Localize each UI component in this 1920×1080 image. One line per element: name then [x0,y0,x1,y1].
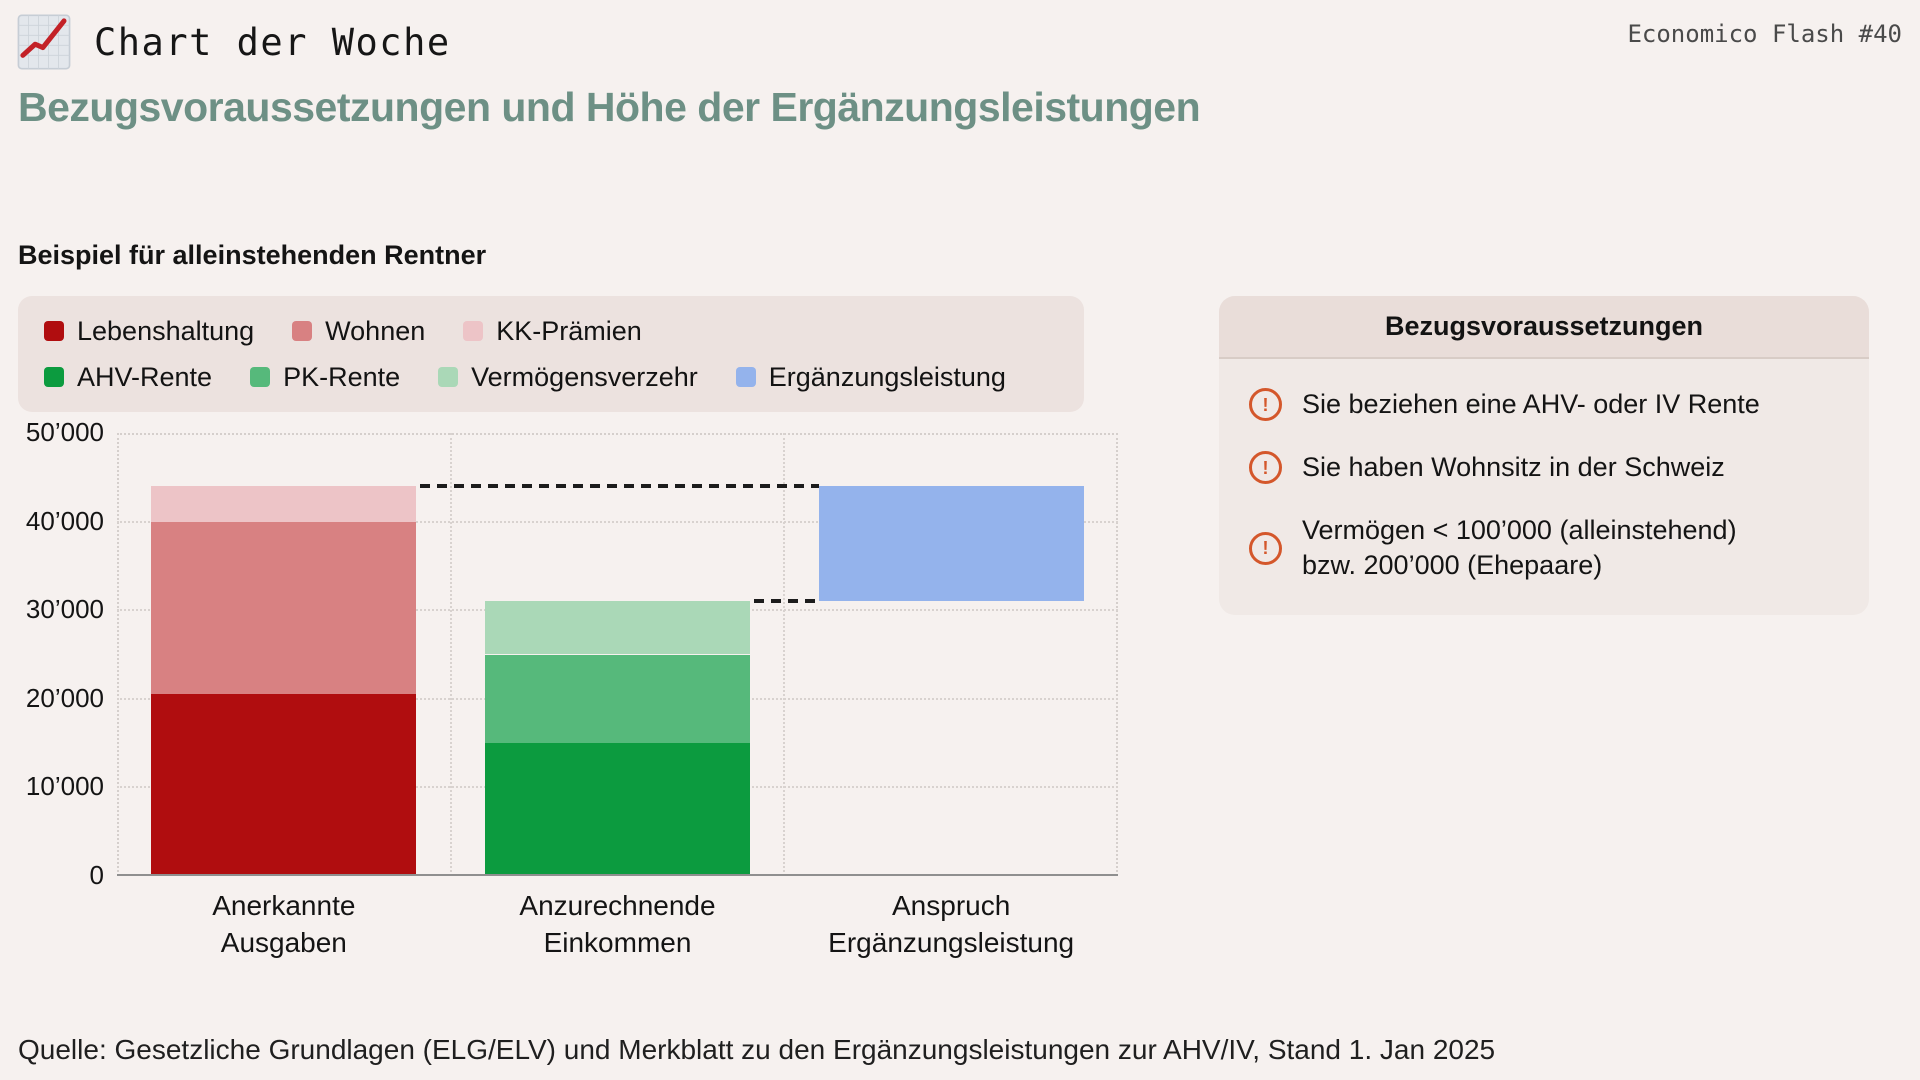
x-axis-label [428,888,808,962]
y-tick-label: 20’000 [25,682,104,713]
panel-item-line: Vermögen < 100’000 (alleinstehend) [1302,515,1737,546]
x-axis-label-line: Anspruch [892,890,1011,921]
legend-item [250,362,400,393]
panel-item [1249,513,1839,583]
bar-segment [485,601,750,654]
gridline [783,433,785,876]
legend-label: Vermögensverzehr [471,361,698,392]
panel-body [1219,359,1869,615]
gridline [117,786,1118,788]
legend-item [438,362,698,393]
panel-item [1249,450,1839,485]
y-tick-label: 40’000 [25,505,104,536]
legend-row [44,311,1058,351]
connector-dashed-line [754,599,819,603]
x-axis-label-line: Ausgaben [220,926,347,958]
issue-label: Economico Flash #40 [1627,20,1902,48]
x-axis-label [94,888,474,962]
x-axis-label-line: Einkommen [543,926,692,958]
alert-circle-icon: ! [1249,451,1282,484]
legend-label: PK-Rente [283,361,401,392]
gridline [117,609,1118,611]
legend-label: Lebenshaltung [77,315,255,346]
bar-segment [819,486,1084,601]
panel-item-text [1302,387,1760,422]
chart-legend [18,296,1084,412]
y-tick-label: 30’000 [25,594,104,625]
legend-swatch [438,367,458,387]
chart-subtitle: Beispiel für alleinstehenden Rentner [18,240,487,270]
panel-title: Bezugsvoraussetzungen [1219,296,1869,359]
alert-circle-icon: ! [1249,388,1282,421]
x-axis-label-line: Anerkannte [212,890,356,921]
panel-item [1249,387,1839,422]
y-tick-label: 10’000 [25,771,104,802]
legend-label: Wohnen [325,315,426,346]
x-axis-label [761,888,1141,962]
legend-row [44,357,1058,397]
gridline [117,521,1118,523]
y-tick-label: 50’000 [25,417,104,447]
conditions-panel [1219,296,1869,615]
panel-item-line: bzw. 200’000 (Ehepaare) [1302,550,1603,581]
bar-segment [151,694,416,876]
connector-dashed-line [420,484,818,488]
bar-segment [151,486,416,521]
bar-segment [485,743,750,876]
brand-title: Chart der Woche [94,20,451,64]
x-axis-line [117,874,1118,876]
panel-item-text [1302,450,1725,485]
plot-area [117,433,1118,876]
legend-swatch [292,321,312,341]
legend-swatch [44,367,64,387]
x-axis-label-line: Anzurechnende [519,890,716,921]
bar-segment [151,522,416,695]
source-note: Quelle: Gesetzliche Grundlagen (ELG/ELV) und Merkblatt zu den Ergänzungsleistungen zur AHV/IV, Stand 1. Jan 2025 [18,1034,1496,1065]
bar-segment [485,655,750,744]
legend-label: Ergänzungsleistung [768,361,1006,392]
x-axis-label-line: Ergänzungsleistung [828,926,1075,958]
legend-swatch [44,321,64,341]
legend-item [292,316,425,347]
legend-swatch [463,321,483,341]
panel-item-line: Sie beziehen eine AHV- oder IV Rente [1302,389,1760,419]
legend-item [44,316,254,347]
gridline [450,433,452,876]
chart-increasing-icon [16,12,72,72]
legend-swatch [250,367,270,387]
alert-circle-icon: ! [1249,532,1282,565]
legend-item [463,316,642,347]
panel-item-text [1302,513,1737,583]
legend-label: AHV-Rente [77,361,213,392]
legend-label: KK-Prämien [496,315,642,346]
page-title: Bezugsvoraussetzungen und Höhe der Ergänzungsleistungen [18,84,1201,130]
legend-item [44,362,212,393]
legend-item [736,362,1006,393]
y-tick-label: 0 [89,860,104,890]
header [16,12,451,72]
gridline [117,698,1118,700]
legend-swatch [736,367,756,387]
panel-item-line: Sie haben Wohnsitz in der Schweiz [1302,452,1725,483]
